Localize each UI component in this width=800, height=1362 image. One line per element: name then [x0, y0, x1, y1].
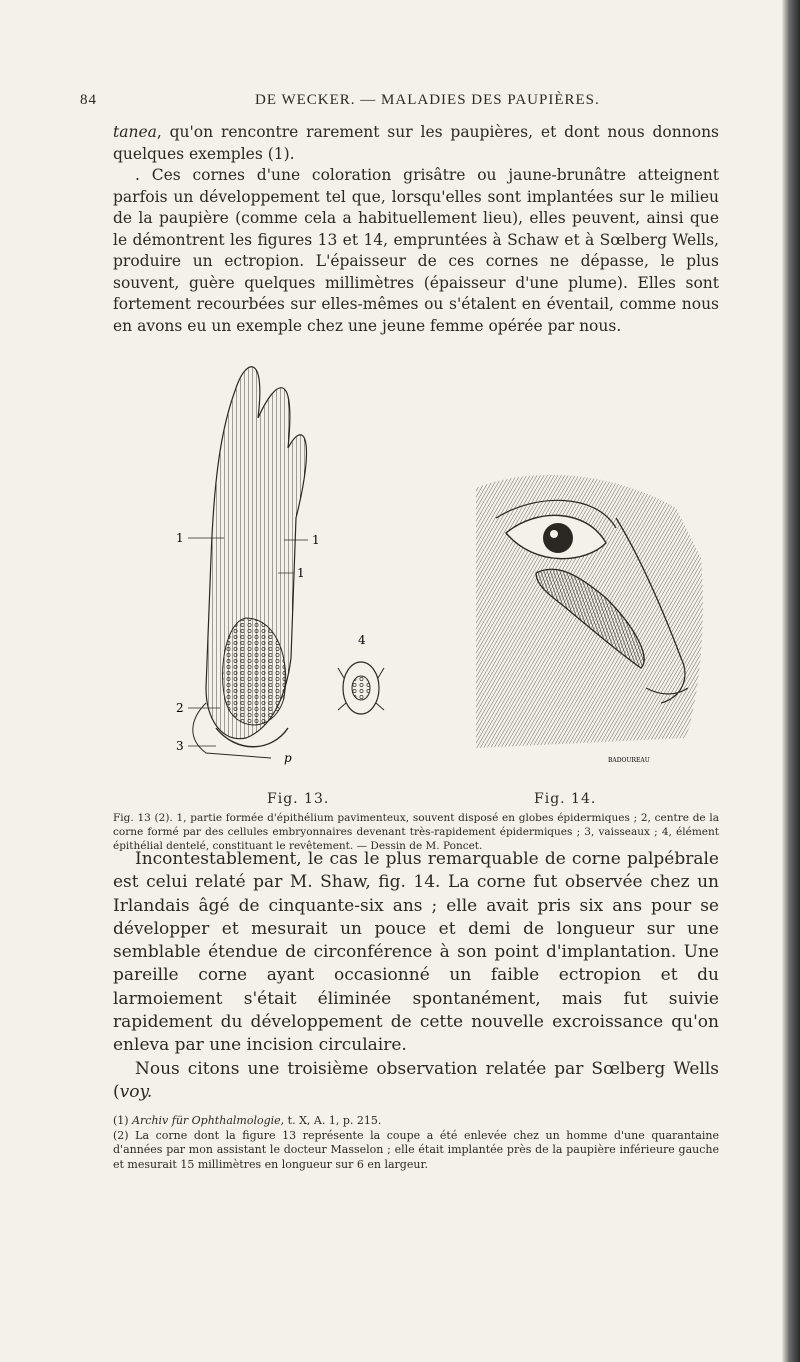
- footnote-1: [113, 1114, 719, 1129]
- fig13-illustration: [176, 358, 426, 788]
- footnote-2: (2) La corne dont la figure 13 représente la coupe a été enlevée chez un homme d'une quarantaine d'années par mon assistant le docteur Masselon ; elle était implantée près de la paupière inférieure gauche et mesurait 15 millimètres en longueur sur 6 en largeur.: [113, 1128, 719, 1171]
- paragraph-1-rest: , qu'on rencontre rarement sur les paupières, et dont nous donnons quelques exemples (1).: [113, 123, 719, 163]
- paragraph-2: . Ces cornes d'une coloration grisâtre ou jaune-brunâtre atteignent parfois un développement tel que, lorsqu'elles sont implantées sur le milieu de la paupière (comme cela a habituellement lieu), elles peuvent, ainsi que le démontrent les figures 13 et 14, empruntées à Schaw et à Sœlberg Wells, produire un ectropion. L'épaisseur de ces cornes ne dépasse, le plus souvent, guère quelques millimètres (épaisseur d'une plume). Elles sont fortement recourbées sur elles-mêmes ou s'étalent en éventail, comme nous en avons eu un exemple chez une jeune femme opérée par nous.: [113, 166, 719, 335]
- fig14-illustration: [466, 358, 716, 788]
- footnote-1-journal: Archiv für Ophthalmologie: [132, 1114, 281, 1127]
- paragraph-1-lead: tanea: [113, 123, 157, 141]
- paragraph-4: [113, 1058, 719, 1105]
- fig13-inset-element: [338, 662, 384, 714]
- paragraph-4-start: Nous citons une troisième observation relatée par Sœlberg Wells (: [113, 1058, 719, 1102]
- figure-caption: Fig. 13 (2). 1, partie formée d'épithélium pavimenteux, souvent disposé en globes épidermiques ; 2, centre de la corne formé par des cellules embryonnaires devenant très-rapidement épidermiques ; 3, vaisseaux ; 4, élément épithélial dentelé, constituant le revêtement. — Dessin de M. Poncet.: [113, 812, 719, 852]
- page-edge-shadow: [782, 0, 800, 1362]
- footnote-1-ref: , t. X, A. 1, p. 215.: [280, 1114, 382, 1127]
- fig13-marker-p: p: [284, 751, 292, 765]
- paragraph-1: [113, 122, 719, 165]
- fig13-marker-1c: 1: [297, 566, 305, 580]
- fig14-label: Fig. 14.: [534, 791, 597, 807]
- fig13-marker-1a: 1: [176, 531, 184, 545]
- fig13-marker-1b: 1: [312, 533, 320, 547]
- fig13-label: Fig. 13.: [267, 791, 330, 807]
- figure-labels: [0, 791, 800, 811]
- paragraph-3: Incontestablement, le cas le plus remarquable de corne palpébrale est celui relaté par M. Shaw, fig. 14. La corne fut observée chez un Irlandais âgé de cinquante-six ans ; elle avait pris six ans pour se développer et mesurait un pouce et demi de longueur sur une semblable étendue de circonférence à son point d'implantation. Une pareille corne ayant occasionné un faible ectropion et du larmoiement s'était éliminée spontanément, mais fut suivie rapidement du développement de cette nouvelle excroissance qu'on enleva par une incision circulaire.: [113, 849, 719, 1056]
- paragraph-4-italic: voy.: [119, 1081, 153, 1102]
- fig13-marker-4: 4: [358, 633, 366, 647]
- body-text-bottom: [113, 848, 719, 1104]
- fig13-marker-3: 3: [176, 739, 184, 753]
- footnote-1-num: (1): [113, 1114, 133, 1127]
- body-text-top: [113, 122, 719, 337]
- fig14-engraver-signature: BADOUREAU: [608, 757, 650, 764]
- running-header: [80, 92, 720, 114]
- figures-area: [176, 358, 716, 788]
- running-title: DE WECKER. — MALADIES DES PAUPIÈRES.: [255, 92, 600, 108]
- page-number: 84: [80, 92, 97, 108]
- footnotes: [113, 1114, 719, 1172]
- fig13-marker-2: 2: [176, 701, 184, 715]
